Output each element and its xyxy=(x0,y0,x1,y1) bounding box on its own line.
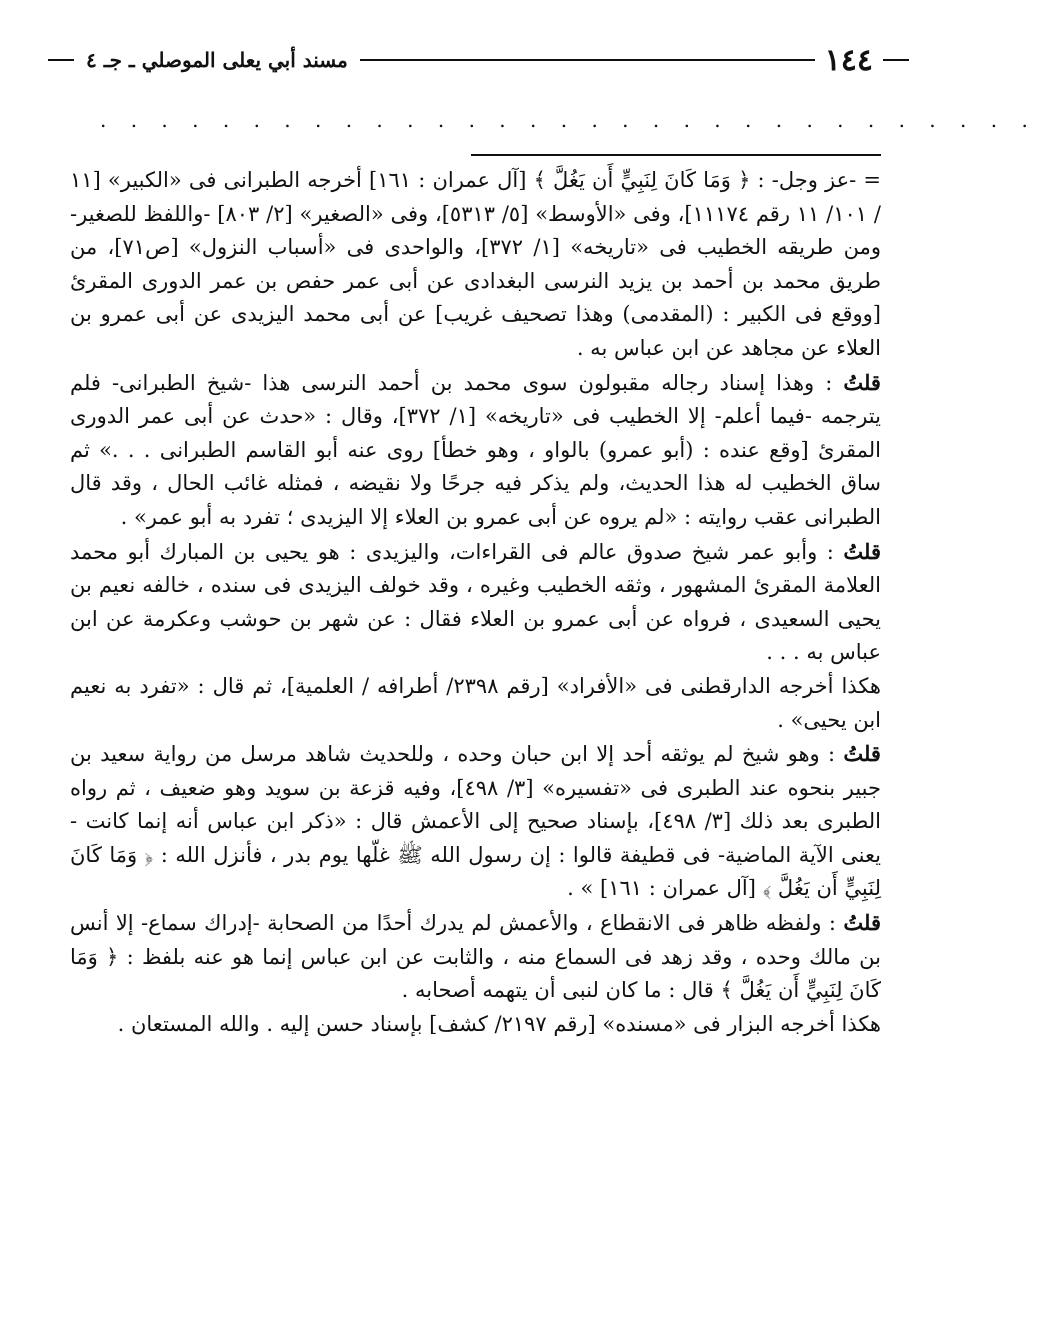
paragraph-text: : وهذا إسناد رجاله مقبولون سوى محمد بن أحمد النرسى هذا -شيخ الطبرانى- فلم يترجمه -فيما أعلم- إلا الخطيب فى «تاريخه» [١/ ٣٧٢]، وقال : «حدث عن أبى عمر الدورى المقرئ [وقع عنده : (أبو عمرو) بالواو ، وهو خطأ] روى عنه أبو القاسم الطبرانى . . .» ثم ساق الخطيب له هذا الحديث، ولم يذكر فيه جرحًا ولا نقيضه ، فمثله غائب الحال ، وقد قال الطبرانى عقب روايته : «لم يروه عن أبى عمرو بن العلاء إلا اليزيدى ؛ تفرد به أبو عمر» . xyxy=(70,370,882,529)
qultu-label: قلتُ xyxy=(843,910,881,936)
footnote-separator xyxy=(471,154,881,156)
paragraph-text: هكذا أخرجه البزار فى «مسنده» [رقم ٢١٩٧/ كشف] بإسناد حسن إليه . والله المستعان . xyxy=(117,1011,881,1036)
paragraph-text: : وهو شيخ لم يوثقه أحد إلا ابن حبان وحده ، وللحديث شاهد مرسل من رواية سعيد بن جبير بنحوه عند الطبرى فى «تفسيره» [٣/ ٤٩٨]، وفيه قزعة بن سويد وهو ضعيف ، ثم رواه الطبرى بعد ذلك [٣/ ٤٩٨]، بإسناد صحيح إلى الأعمش قال : «ذكر ابن عباس أنه إنما كانت - يعنى الآية الماضية- فى قطيفة قالوا : إن رسول الله ﷺ غلّها يوم بدر ، فأنزل الله : ﴿ وَمَا كَانَ لِنَبِيٍّ أَن يَغُلَّ ﴾ [آل عمران : ١٦١] » . xyxy=(70,742,881,901)
footnote-body xyxy=(70,164,881,1041)
paragraph-text: = -عز وجل- : ﴿ وَمَا كَانَ لِنَبِيٍّ أَن يَغُلَّ ﴾ [آل عمران : ١٦١] أخرجه الطبرانى فى «الكبير» [١١ / ١٠١/ ١١ رقم ١١١٧٤]، وفى «الأوسط» [٥/ ٥٣١٣]، وفى «الصغير» [٢/ ٨٠٣] -واللفظ للصغير- ومن طريقه الخطيب فى «تاريخه» [١/ ٣٧٢]، والواحدى فى «أسباب النزول» [ص٧١]، من طريق محمد بن أحمد بن يزيد النرسى البغدادى عن أبى عمر حفص بن عمر الدورى المقرئ [ووقع فى الكبير : (المقدمى) وهذا تصحيف غريب] عن أبى محمد اليزيدى عن أبى عمرو بن العلاء عن مجاهد عن ابن عباس به . xyxy=(70,168,881,360)
header-rule xyxy=(360,59,815,61)
paragraph-text: : ولفظه ظاهر فى الانقطاع ، والأعمش لم يدرك أحدًا من الصحابة -إدراك سماع- إلا أنس بن مالك وحده ، وقد زهد فى السماع منه ، والثابت عن ابن عباس إنما هو عنه بلفظ : ﴿ وَمَا كَانَ لِنَبِيٍّ أَن يَغُلَّ ﴾ قال : ما كان لنبى أن يتهمه أصحابه . xyxy=(70,911,881,1003)
paragraph-2 xyxy=(70,366,881,535)
paragraph-5 xyxy=(70,737,881,906)
paragraph-4 xyxy=(70,670,881,737)
running-header xyxy=(48,40,909,80)
header-dash-right xyxy=(883,59,909,61)
paragraph-3 xyxy=(70,535,881,670)
paragraph-text: هكذا أخرجه الدارقطنى فى «الأفراد» [رقم ٢٣٩٨/ أطرافه / العلمية]، ثم قال : «تفرد به نعيم ابن يحيى» . xyxy=(70,673,881,732)
paragraph-1 xyxy=(70,164,881,366)
page-number: ١٤٤ xyxy=(824,42,873,78)
qultu-label: قلتُ xyxy=(843,369,881,395)
paragraph-6 xyxy=(70,906,881,1008)
book-title: مسند أبي يعلى الموصلي ـ جـ ٤ xyxy=(86,48,348,72)
paragraph-text: : وأبو عمر شيخ صدوق عالم فى القراءات، واليزيدى : هو يحيى بن المبارك أبو محمد العلامة المقرئ المشهور ، وثقه الخطيب وغيره ، وقد خولف اليزيدى فى سنده ، خالفه نعيم بن يحيى السعيدى ، فرواه عن أبى عمرو بن العلاء فقال : عن شهر بن حوشب وعكرمة عن ابن عباس به . . . xyxy=(70,539,881,665)
qultu-label: قلتُ xyxy=(843,741,881,767)
ellipsis-line: . . . . . . . . . . . . . . . . . . . . . . . . . . . . . . . xyxy=(100,108,1037,132)
qultu-label: قلتُ xyxy=(843,538,881,564)
paragraph-7 xyxy=(70,1008,881,1042)
header-dash-left xyxy=(48,59,74,61)
